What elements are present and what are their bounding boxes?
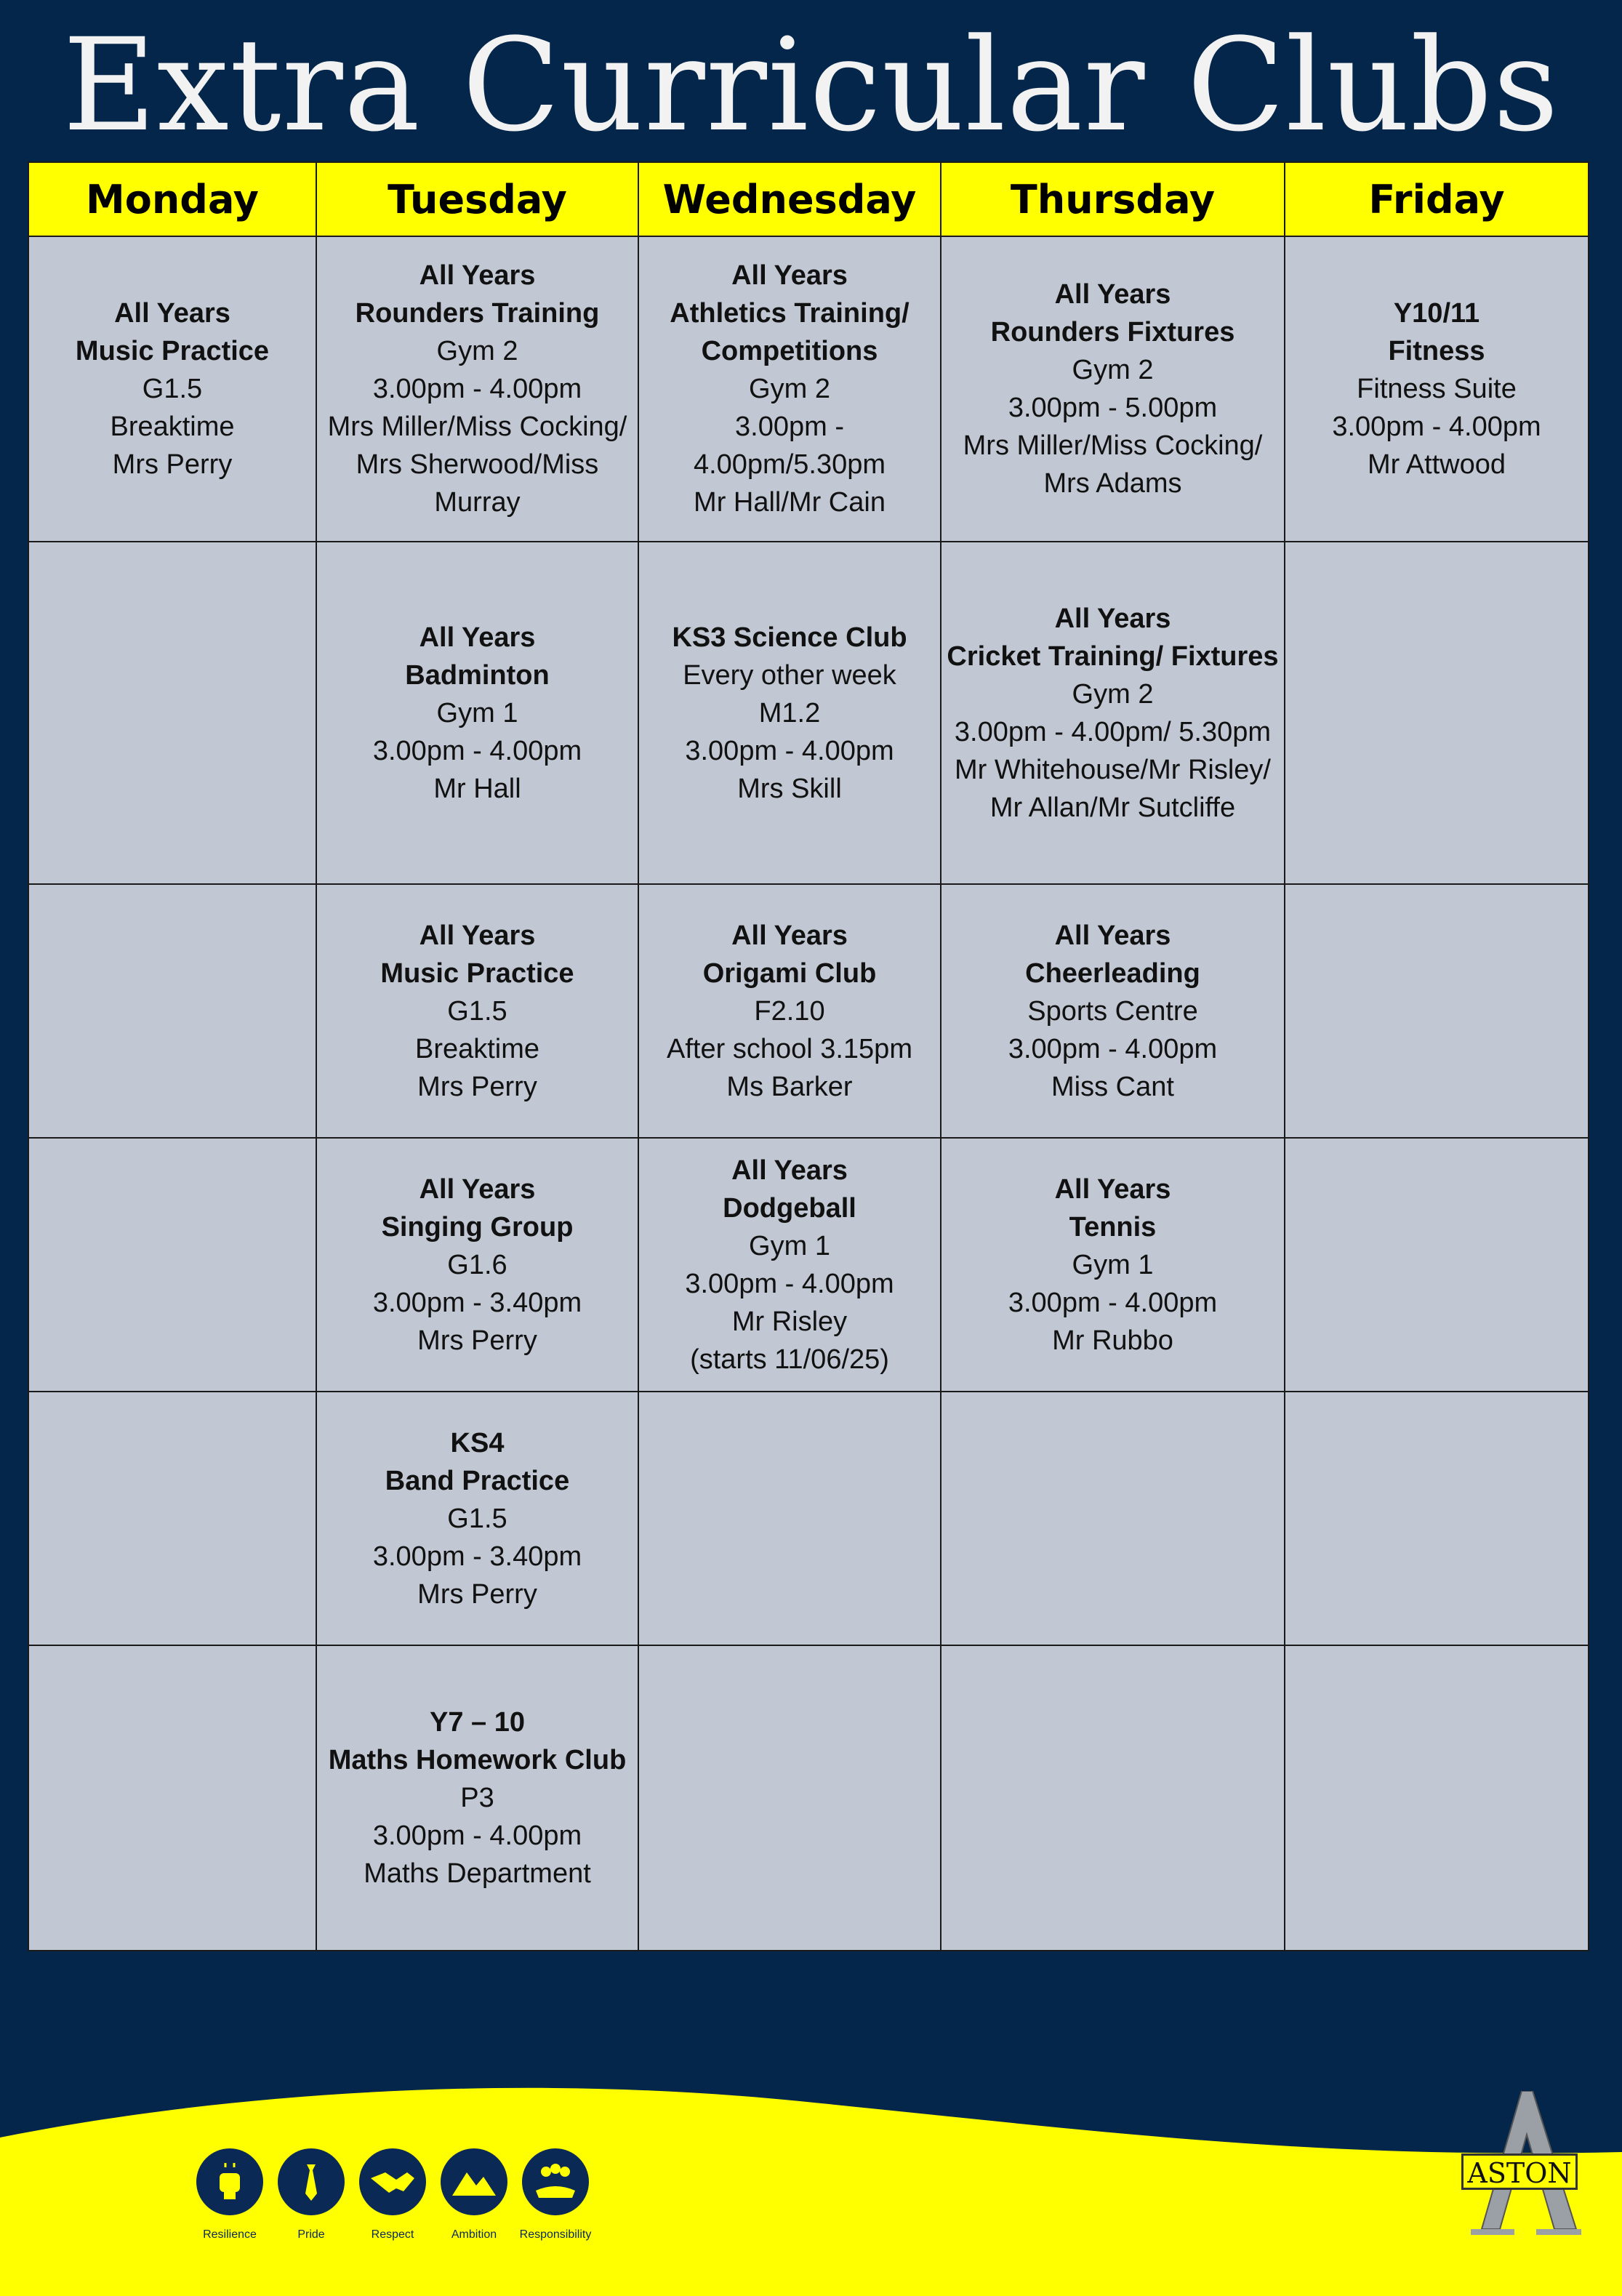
club-detail-line: Every other week <box>683 659 896 691</box>
club-cell-thursday <box>941 236 1285 542</box>
club-detail-line: Miss Cant <box>1051 1071 1174 1102</box>
club-cell-tuesday <box>316 1645 638 1951</box>
club-detail-line: Maths Department <box>364 1858 591 1889</box>
club-heading-line: All Years <box>419 1173 536 1205</box>
club-cell-friday <box>1285 1645 1589 1951</box>
club-detail-line: 3.00pm - 4.00pm <box>1008 1033 1218 1064</box>
club-detail-line: G1.5 <box>447 1503 507 1534</box>
club-heading-line: All Years <box>114 298 230 329</box>
club-detail-line: Sports Centre <box>1027 995 1198 1027</box>
club-heading-line: All Years <box>419 260 536 291</box>
club-detail-line: 3.00pm - 4.00pm <box>372 735 582 766</box>
club-heading-line: Cricket Training/ Fixtures <box>947 641 1279 672</box>
club-heading-line: All Years <box>731 1155 848 1186</box>
club-detail-line: 3.00pm - 4.00pm/ 5.30pm <box>954 716 1272 747</box>
club-detail-line: Ms Barker <box>726 1071 853 1102</box>
club-detail-line: Mrs Perry <box>112 449 233 480</box>
club-heading-line: All Years <box>731 920 848 951</box>
club-detail-line: Mrs Perry <box>417 1325 537 1356</box>
club-cell-monday <box>28 1138 316 1392</box>
club-detail-line: Mr Hall <box>433 773 521 804</box>
club-heading-line: Rounders Training <box>355 298 600 329</box>
club-cell-friday <box>1285 1392 1589 1645</box>
club-cell-monday <box>28 1645 316 1951</box>
club-detail-line: Mrs Skill <box>737 773 842 804</box>
club-heading-line: Tennis <box>1069 1211 1157 1243</box>
value-label: Pride <box>297 2228 325 2241</box>
club-cell-thursday <box>941 884 1285 1138</box>
club-cell-monday <box>28 1392 316 1645</box>
page-title: Extra Curricular Clubs <box>63 11 1559 160</box>
timetable-row <box>28 1645 1589 1951</box>
club-cell-thursday <box>941 1392 1285 1645</box>
club-detail-line: F2.10 <box>754 995 825 1027</box>
club-detail-line: Gym 2 <box>1072 678 1154 710</box>
value-label: Resilience <box>203 2228 257 2241</box>
day-header-wednesday: Wednesday <box>638 162 941 236</box>
timetable-row <box>28 1392 1589 1645</box>
club-detail-line: Mr Whitehouse/Mr Risley/ <box>955 754 1271 785</box>
club-detail-line: (starts 11/06/25) <box>690 1344 889 1375</box>
value-responsibility <box>521 2148 590 2241</box>
value-respect <box>358 2148 427 2241</box>
club-detail-line: Breaktime <box>414 1033 540 1064</box>
club-cell-tuesday <box>316 542 638 884</box>
club-detail-line: P3 <box>460 1783 494 1813</box>
club-cell-wednesday <box>638 884 941 1138</box>
timetable-row <box>28 1138 1589 1392</box>
tie-icon <box>278 2148 345 2215</box>
club-detail-line: After school 3.15pm <box>667 1033 912 1064</box>
clubs-timetable <box>28 161 1589 1951</box>
club-detail-line: 3.00pm - 4.00pm <box>1332 412 1541 442</box>
day-header-monday: Monday <box>28 162 316 236</box>
club-heading-line: All Years <box>1054 1173 1171 1205</box>
value-ambition <box>439 2148 509 2241</box>
club-detail-line: Mr Allan/Mr Sutcliffe <box>989 792 1236 823</box>
value-label: Ambition <box>451 2228 497 2241</box>
club-heading-line: KS4 <box>450 1427 505 1458</box>
club-cell-friday <box>1285 236 1589 542</box>
club-cell-thursday <box>941 542 1285 884</box>
value-resilience <box>195 2148 265 2241</box>
club-cell-friday <box>1285 1138 1589 1392</box>
club-detail-line: 3.00pm - 4.00pm <box>685 1268 894 1299</box>
club-detail-line: Fitness Suite <box>1357 374 1517 404</box>
club-heading-line: All Years <box>731 260 848 291</box>
club-cell-tuesday <box>316 884 638 1138</box>
club-heading-line: Maths Homework Club <box>328 1745 627 1775</box>
club-detail-line: Gym 1 <box>1072 1249 1154 1280</box>
club-heading-line: Singing Group <box>381 1211 574 1243</box>
club-heading-line: Cheerleading <box>1025 958 1200 989</box>
club-heading-line: Music Practice <box>380 958 574 989</box>
club-detail-line: Mr Attwood <box>1367 449 1506 480</box>
timetable-row <box>28 884 1589 1138</box>
value-label: Respect <box>371 2228 414 2241</box>
club-heading-line: Dodgeball <box>723 1192 856 1224</box>
club-detail-line: Mrs Perry <box>417 1578 537 1610</box>
club-heading-line: Y10/11 <box>1393 298 1480 329</box>
club-cell-thursday <box>941 1138 1285 1392</box>
mountain-icon <box>441 2148 507 2215</box>
club-heading-line: All Years <box>419 920 536 951</box>
club-heading-line: All Years <box>1054 920 1171 951</box>
club-cell-monday <box>28 236 316 542</box>
club-cell-thursday <box>941 1645 1285 1951</box>
club-cell-tuesday <box>316 1392 638 1645</box>
club-detail-line: Mrs Sherwood/Miss Murray <box>356 449 599 518</box>
club-cell-friday <box>1285 884 1589 1138</box>
value-label: Responsibility <box>519 2228 592 2241</box>
club-heading-line: Band Practice <box>385 1465 570 1496</box>
day-header-thursday: Thursday <box>941 162 1285 236</box>
club-cell-tuesday <box>316 236 638 542</box>
club-heading-line: Fitness <box>1388 336 1485 366</box>
club-heading-line: KS3 Science Club <box>672 622 907 653</box>
club-detail-line: 3.00pm - 4.00pm/5.30pm <box>693 412 886 480</box>
fist-icon <box>196 2148 263 2215</box>
club-detail-line: 3.00pm - 3.40pm <box>372 1541 582 1572</box>
club-detail-line: Mrs Perry <box>417 1071 537 1102</box>
club-cell-wednesday <box>638 1392 941 1645</box>
club-heading-line: Y7 – 10 <box>430 1707 525 1738</box>
club-detail-line: G1.6 <box>447 1249 507 1280</box>
club-heading-line: Origami Club <box>702 958 877 989</box>
group-hand-icon <box>522 2148 589 2215</box>
club-detail-line: Gym 2 <box>1072 355 1154 385</box>
club-heading-line: Athletics Training/ Competitions <box>670 298 910 366</box>
club-heading-line: Music Practice <box>75 336 270 366</box>
school-values <box>195 2148 596 2241</box>
club-detail-line: 3.00pm - 3.40pm <box>372 1287 582 1318</box>
club-detail-line: Gym 1 <box>749 1230 830 1261</box>
club-cell-friday <box>1285 542 1589 884</box>
timetable-row <box>28 236 1589 542</box>
handshake-icon <box>359 2148 426 2215</box>
club-cell-tuesday <box>316 1138 638 1392</box>
club-heading-line: Rounders Fixtures <box>990 317 1235 348</box>
club-heading-line: All Years <box>1054 603 1171 634</box>
aston-logo-text: ASTON <box>1461 2153 1578 2190</box>
club-detail-line: Mr Hall/Mr Cain <box>694 487 886 518</box>
club-detail-line: Mr Risley <box>731 1306 848 1337</box>
club-detail-line: Breaktime <box>110 412 235 442</box>
club-cell-wednesday <box>638 1645 941 1951</box>
day-header-row <box>28 162 1589 236</box>
value-pride <box>276 2148 346 2241</box>
club-detail-line: 3.00pm - 4.00pm <box>685 735 894 766</box>
club-detail-line: Gym 2 <box>436 336 518 366</box>
club-detail-line: 3.00pm - 5.00pm <box>1008 393 1218 423</box>
club-detail-line: Mrs Miller/Miss Cocking/ <box>327 412 627 442</box>
club-heading-line: All Years <box>419 622 536 653</box>
club-cell-wednesday <box>638 542 941 884</box>
club-cell-wednesday <box>638 1138 941 1392</box>
day-header-tuesday: Tuesday <box>316 162 638 236</box>
club-detail-line: 3.00pm - 4.00pm <box>372 1821 582 1851</box>
club-cell-wednesday <box>638 236 941 542</box>
club-detail-line: G1.5 <box>142 374 203 404</box>
club-heading-line: All Years <box>1054 279 1171 310</box>
club-detail-line: G1.5 <box>447 995 507 1027</box>
club-cell-monday <box>28 884 316 1138</box>
club-detail-line: Gym 1 <box>436 697 518 728</box>
club-detail-line: Mr Rubbo <box>1052 1325 1173 1356</box>
club-cell-monday <box>28 542 316 884</box>
club-detail-line: Mrs Miller/Miss Cocking/ <box>963 430 1263 461</box>
club-detail-line: Mrs Adams <box>1043 468 1182 499</box>
day-header-friday: Friday <box>1285 162 1589 236</box>
club-heading-line: Badminton <box>405 659 550 691</box>
club-detail-line: Gym 2 <box>749 374 830 404</box>
club-detail-line: 3.00pm - 4.00pm <box>372 374 582 404</box>
timetable-row <box>28 542 1589 884</box>
club-detail-line: M1.2 <box>758 697 821 728</box>
club-detail-line: 3.00pm - 4.00pm <box>1008 1287 1218 1318</box>
